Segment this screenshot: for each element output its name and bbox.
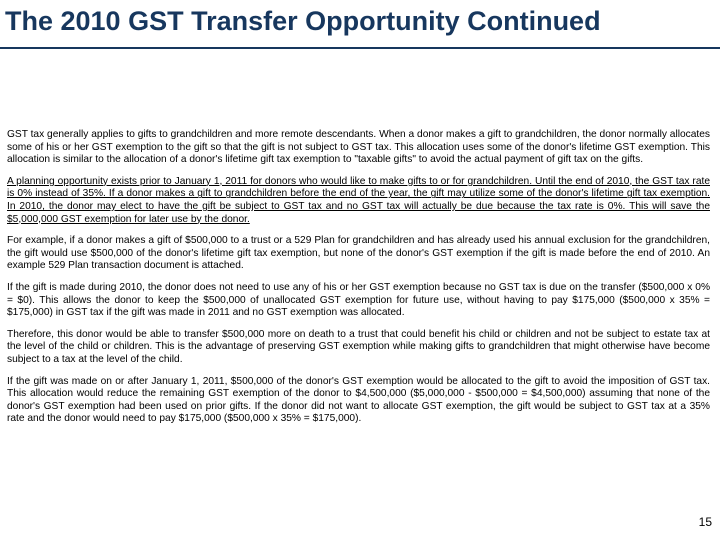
paragraph-example: For example, if a donor makes a gift of $500,000 to a trust or a 529 Plan for grandchildren and has already used his annual exclusion for the grandchildren, the gift would use $500,000 of the donor's lifetime gift tax exemption, but none of the donor's GST exemption if the gift is made before the end of 2010. An example 529 Plan transaction document is attached. <box>7 235 710 272</box>
paragraph-gst-overview: GST tax generally applies to gifts to grandchildren and more remote descendants. When a donor makes a gift to grandchildren, the donor normally allocates some of his or her GST exemption to the gift so that the gift is not subject to GST tax. This allocation uses some of the donor's lifetime GST exemption. This allocation is similar to the allocation of a donor's lifetime gift tax exemption to "taxable gifts" to avoid the actual payment of gift tax on the gifts. <box>7 129 710 166</box>
title-divider <box>0 47 720 49</box>
paragraph-2010-gift: If the gift is made during 2010, the donor does not need to use any of his or her GST exemption because no GST tax is due on the transfer ($500,000 x 0% = $0). This allows the donor to keep the $500,000 of unallocated GST exemption for future use, without having to pay $175,000 ($500,000 x 35% = $175,000) in GST tax if the gift was made in 2011 and no GST exemption was allocated. <box>7 281 710 319</box>
paragraph-estate-advantage: Therefore, this donor would be able to transfer $500,000 more on death to a trust that could benefit his child or children and not be subject to estate tax at the level of the child or children. This is the advantage of preserving GST exemption while making gifts to grandchildren that might otherwise have become subject to a tax at the level of the child. <box>7 328 710 365</box>
paragraph-2011-gift: If the gift was made on or after January 1, 2011, $500,000 of the donor's GST exemption would be allocated to the gift to avoid the imposition of GST tax. This allocation would reduce the remaining GST exemption of the donor to $4,500,000 ($5,000,000 - $500,000 = $4,500,000) assuming that none of the donor's GST exemption had been used on prior gifts. If the donor did not want to allocate GST exemption, the gift would be subject to GST tax at a 35% rate and the donor would need to pay $175,000 ($500,000 x 35% = $175,000). <box>7 375 710 425</box>
page-number: 15 <box>698 515 712 529</box>
paragraph-planning-opportunity: A planning opportunity exists prior to January 1, 2011 for donors who would like to make gifts to or for grandchildren. Until the end of 2010, the GST tax rate is 0% instead of 35%. If a donor makes a gift to grandchildren before the end of the year, the gift may utilize some of the donor's lifetime gift tax exemption. In 2010, the donor may elect to have the gift be subject to GST tax and no GST tax will actually be due because the tax rate is 0%. This will save the $5,000,000 GST exemption for later use by the donor. <box>7 175 710 225</box>
body-content <box>7 129 710 435</box>
page-title: The 2010 GST Transfer Opportunity Continued <box>5 6 601 36</box>
